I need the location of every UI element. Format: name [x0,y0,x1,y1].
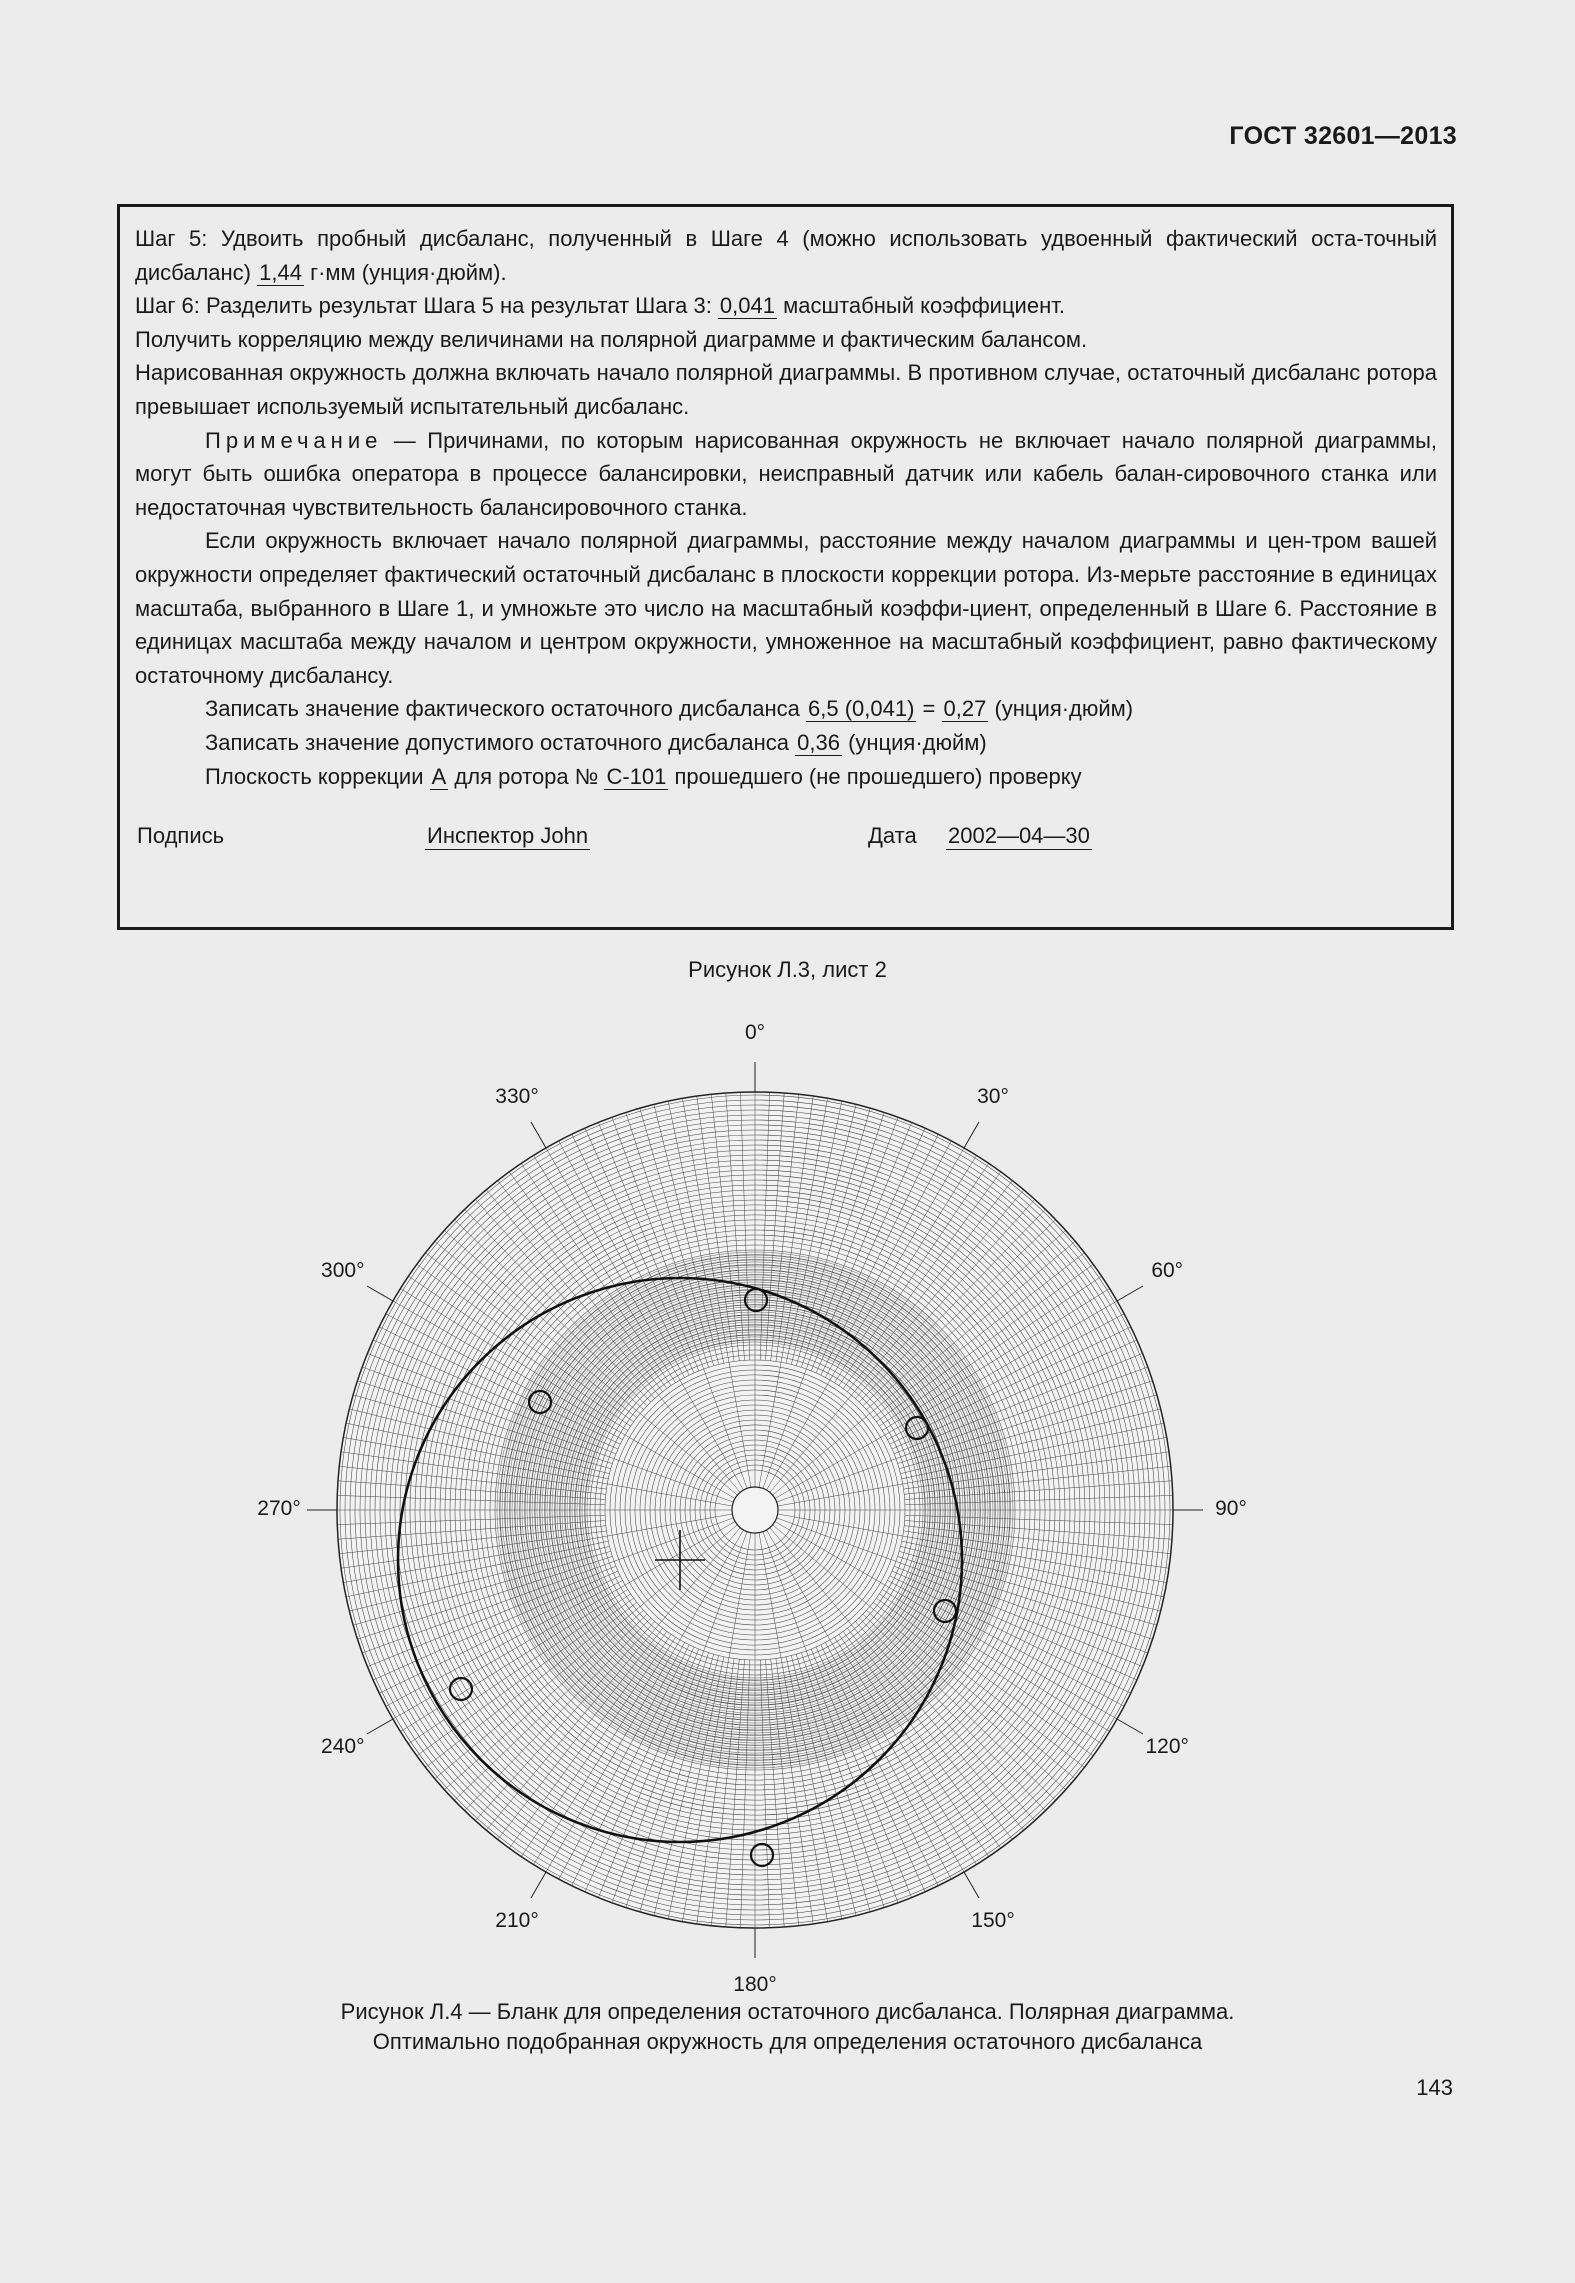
angle-label: 150° [971,1909,1015,1933]
plane-line: Плоскость коррекции А для ротора № С-101 прошедшего (не прошедшего) проверку [205,763,1082,789]
record-allowed: Записать значение допустимого остаточного дисбаланса 0,36 (унция·дюйм) [205,729,987,755]
document-id: ГОСТ 32601—2013 [1229,122,1457,150]
step5-value: 1,44 [259,259,302,285]
signature-label: Подпись [137,823,225,848]
note-label: Примечание [205,427,383,453]
date-value: 2002—04—30 [948,823,1090,848]
page-number: 143 [1416,2075,1453,2100]
polar-center-hub [732,1487,778,1533]
plane-value: А [431,763,447,789]
angle-label: 0° [744,1021,766,1044]
polar-grid [307,1062,1203,1958]
step5: Шаг 5: Удвоить пробный дисбаланс, полученный в Шаге 4 (можно использовать удвоенный фактический оста-точный дисбаланс) 1,44 г·мм (унция·дюйм). [135,226,1437,285]
line-correlation: Получить корреляцию между величинами на полярной диаграмме и фактическим балансом. [135,326,1088,352]
record-actual-result: 0,27 [943,696,987,722]
step6: Шаг 6: Разделить результат Шага 5 на результат Шага 3: 0,041 масштабный коэффициент. [135,293,1065,319]
rotor-value: С-101 [606,763,667,789]
paragraph-if: Если окружность включает начало полярной диаграммы, расстояние между началом диаграммы и цен-тром вашей окружности определяет фактический остаточный дисбаланс в плоскости коррекции ротора. Из-мерьте расстояние в единицах масштаба, выбранного в Шаге 1, и умножьте это число на масштабный коэффи-циент, определенный в Шаге 6. Расстояние в единицах масштаба между началом и центром окружности, умноженное на масштабный коэффициент, равно фактическому остаточному дисбалансу. [135,528,1437,688]
figure-l3-caption: Рисунок Л.3, лист 2 [688,957,887,982]
angle-label: 330° [495,1084,539,1108]
signature-value: Инспектор John [427,823,589,848]
figure-l4-caption-line1: Рисунок Л.4 — Бланк для определения остаточного дисбаланса. Полярная диаграмма. [340,1999,1235,2024]
angle-label: 30° [977,1084,1009,1108]
record-allowed-value: 0,36 [797,729,840,755]
angle-label: 60° [1151,1259,1184,1282]
angle-label: 240° [321,1735,365,1758]
date-label: Дата [868,823,917,848]
angle-label: 120° [1145,1735,1189,1758]
angle-label: 180° [733,1973,777,1996]
angle-label: 270° [257,1497,301,1520]
angle-label: 210° [495,1909,539,1933]
line-circle: Нарисованная окружность должна включать начало полярной диаграммы. В противном случае, остаточный дисбаланс ротора превышает используемый испытательный дисбаланс. [135,360,1437,419]
record-actual-value: 6,5 (0,041) [808,696,915,722]
step6-value: 0,041 [719,293,775,319]
figure-l4-caption [0,1997,1575,2057]
figure-l4-caption-line2: Оптимально подобранная окружность для определения остаточного дисбаланса [372,2029,1203,2054]
angle-label: 90° [1215,1497,1247,1520]
note: Примечание — Причинами, по которым нарисованная окружность не включает начало полярной диаграммы, могут быть ошибка оператора в процессе балансировки, неисправный датчик или кабель балан-сировочного станка или недостаточная чувствительность балансировочного станка. [135,427,1437,520]
record-actual: Записать значение фактического остаточного дисбаланса 6,5 (0,041) = 0,27 (унция·дюйм) [205,696,1134,722]
angle-label: 300° [321,1259,365,1282]
